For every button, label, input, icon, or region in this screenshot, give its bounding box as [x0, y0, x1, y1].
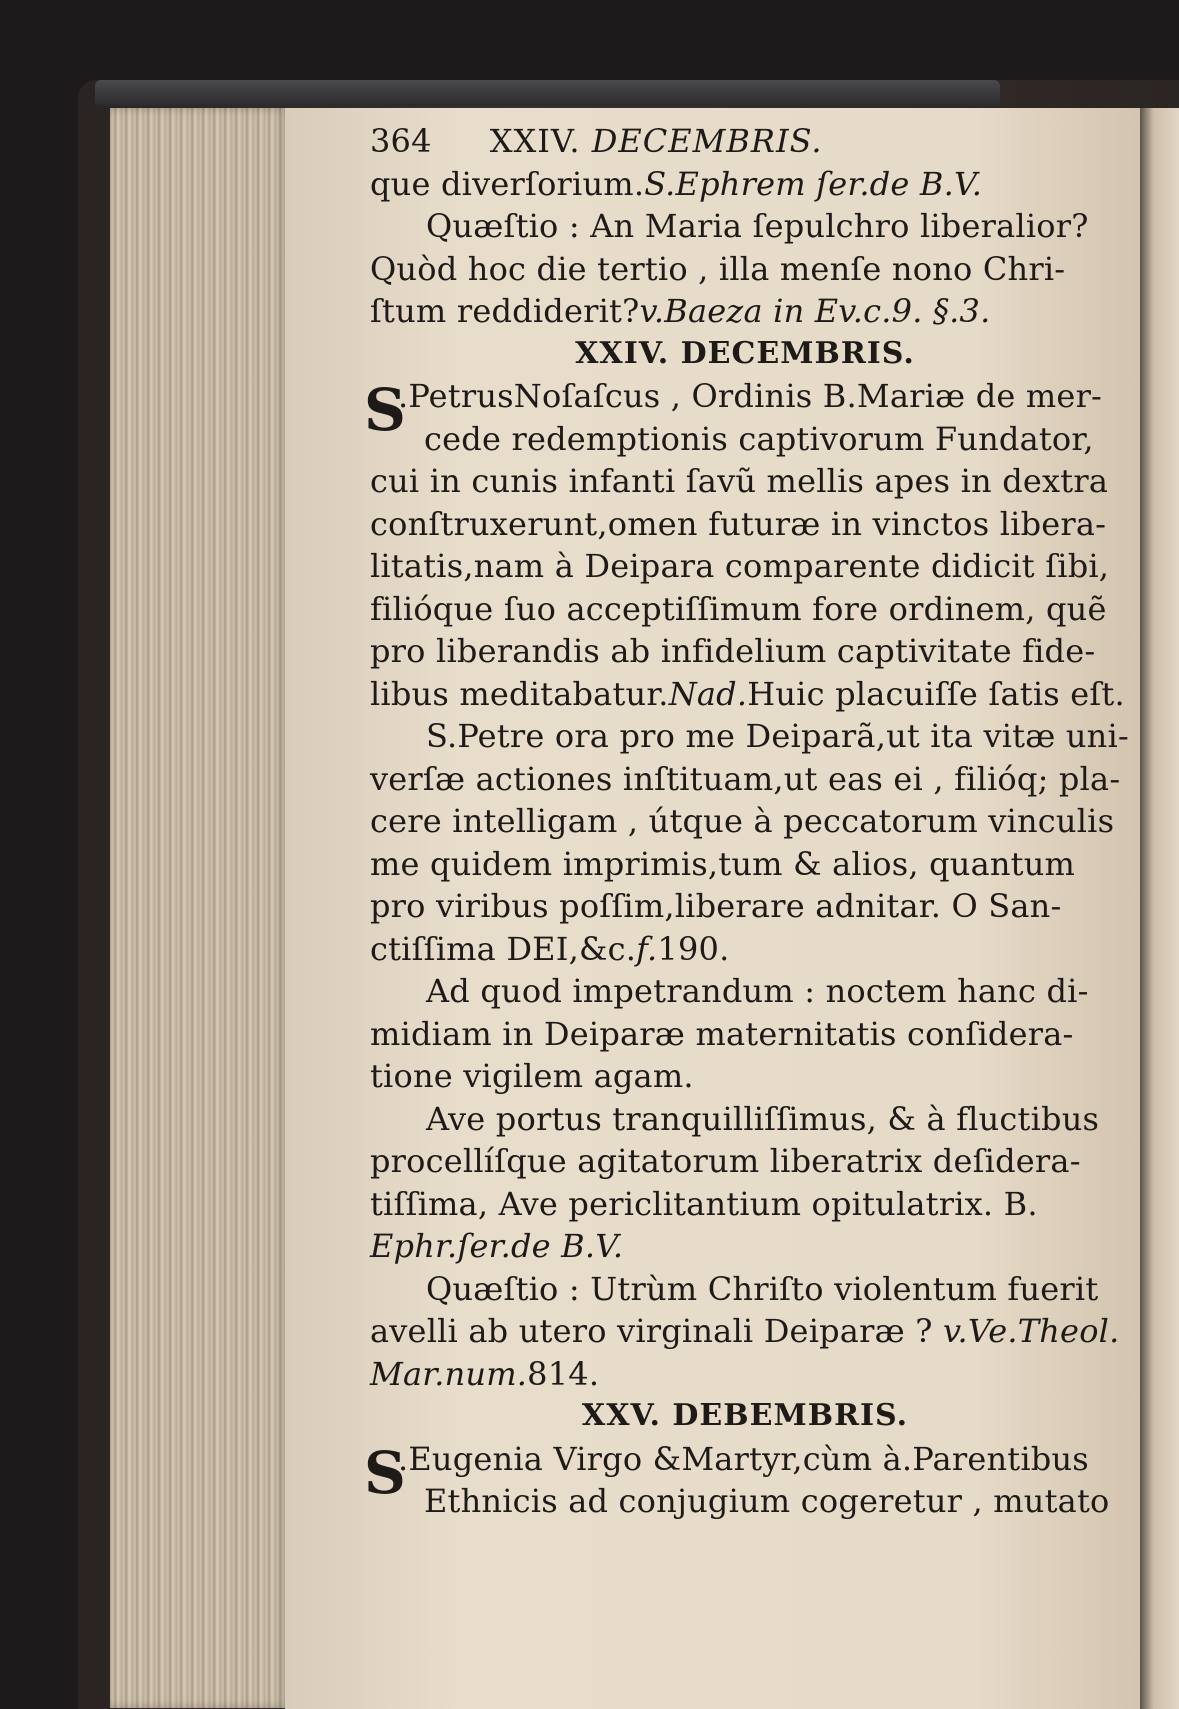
page-number: 364 — [370, 122, 432, 160]
text-line: Mar.num.814. — [370, 1354, 600, 1393]
text-line: pro viribus poſſim,liberare adnitar. O San- — [370, 887, 1062, 925]
text-line: pro liberandis ab infidelium captivitate fide- — [370, 632, 1096, 670]
text-line: ſtum reddiderit?v.Baeza in Ev.c.9. §.3. — [370, 292, 991, 330]
text-line: verſæ actiones inſtituam,ut eas ei , filióq; pla- — [370, 759, 1121, 798]
running-title-numeral: XXIV. — [489, 122, 581, 160]
citation: Mar.num. — [370, 1354, 528, 1393]
question-line: Quæſtio : Utrùm Chriſto violentum fuerit — [426, 1269, 1099, 1308]
question-line: Quæſtio : An Maria ſepulchro liberalior? — [426, 207, 1089, 245]
text-line: conſtruxerunt,omen futuræ in vinctos libera- — [370, 504, 1107, 543]
text-line: .PetrusNoſaſcus , Ordinis B.Mariæ de mer- — [398, 377, 1103, 415]
text-line: cui in cunis infanti ſavũ mellis apes in dextra — [370, 462, 1109, 500]
running-header — [370, 120, 1120, 163]
citation: f. — [636, 929, 658, 968]
text-line: avelli ab utero virginali Deiparæ ? v.Ve.Theol. — [370, 1312, 1120, 1350]
citation: S.Ephrem ſer.de B.V. — [644, 164, 983, 203]
saint-entry — [364, 375, 1125, 715]
text-line: que diverſorium.S.Ephrem ſer.de B.V. — [370, 164, 983, 203]
hymn-paragraph — [370, 1098, 1120, 1268]
book-cover-top-edge — [95, 80, 1000, 106]
citation: Nad. — [668, 674, 748, 713]
text-line: Quòd hoc die tertio , illa menſe nono Chri- — [370, 249, 1066, 288]
text-line: tiſſima, Ave periclitantium opitulatrix. B. — [370, 1184, 1038, 1223]
text-line: ctiſſima DEI,&c.f.190. — [370, 929, 730, 968]
citation: Ephr.ſer.de B.V. — [370, 1227, 624, 1265]
page-edges — [110, 108, 290, 1708]
citation: v.Baeza in Ev.c.9. §.3. — [639, 292, 991, 330]
text-line: cere intelligam , útque à peccatorum vinculis — [370, 802, 1115, 840]
prayer-paragraph — [370, 715, 1129, 970]
facing-page-edge — [1140, 108, 1179, 1709]
text-line: me quidem imprimis,tum & alios, quantum — [370, 844, 1076, 883]
saint-entry — [364, 1438, 1120, 1523]
drop-cap: S — [364, 1438, 407, 1507]
text-line: cede redemptionis captivorum Fundator, — [424, 419, 1094, 458]
text-line: .Eugenia Virgo &Martyr,cùm à.Parentibus — [398, 1439, 1089, 1478]
text-line: tione vigilem agam. — [370, 1057, 694, 1095]
running-title-month: DECEMBRIS. — [591, 122, 823, 160]
drop-cap: S — [364, 376, 407, 444]
citation: v.Ve.Theol. — [942, 1312, 1120, 1350]
text-line: libus meditabatur.Nad.Huic placuiſſe ſatis eſt. — [370, 674, 1125, 713]
page-text — [364, 120, 1129, 1523]
text-line: S.Petre ora pro me Deiparã,ut ita vitæ uni- — [426, 717, 1129, 755]
text-line: Ethnicis ad conjugium cogeretur , mutato — [424, 1482, 1110, 1520]
date-heading: XXIV. DECEMBRIS. — [575, 335, 915, 371]
text-line: filióque ſuo acceptiſſimum fore ordinem, quẽ — [370, 589, 1107, 628]
text-line: procellíſque agitatorum liberatrix deſidera- — [370, 1142, 1081, 1180]
practice-paragraph — [370, 970, 1120, 1098]
text-line: litatis,nam à Deipara comparente didicit ſibi, — [370, 547, 1110, 585]
date-heading: XXV. DEBEMBRIS. — [581, 1398, 909, 1433]
text-line: midiam in Deiparæ maternitatis conſidera- — [370, 1014, 1074, 1053]
text-line: Ad quod impetrandum : noctem hanc di- — [426, 972, 1089, 1010]
text-line: Ave portus tranquilliſſimus, & à fluctibus — [426, 1099, 1100, 1138]
question-paragraph — [370, 1268, 1120, 1396]
